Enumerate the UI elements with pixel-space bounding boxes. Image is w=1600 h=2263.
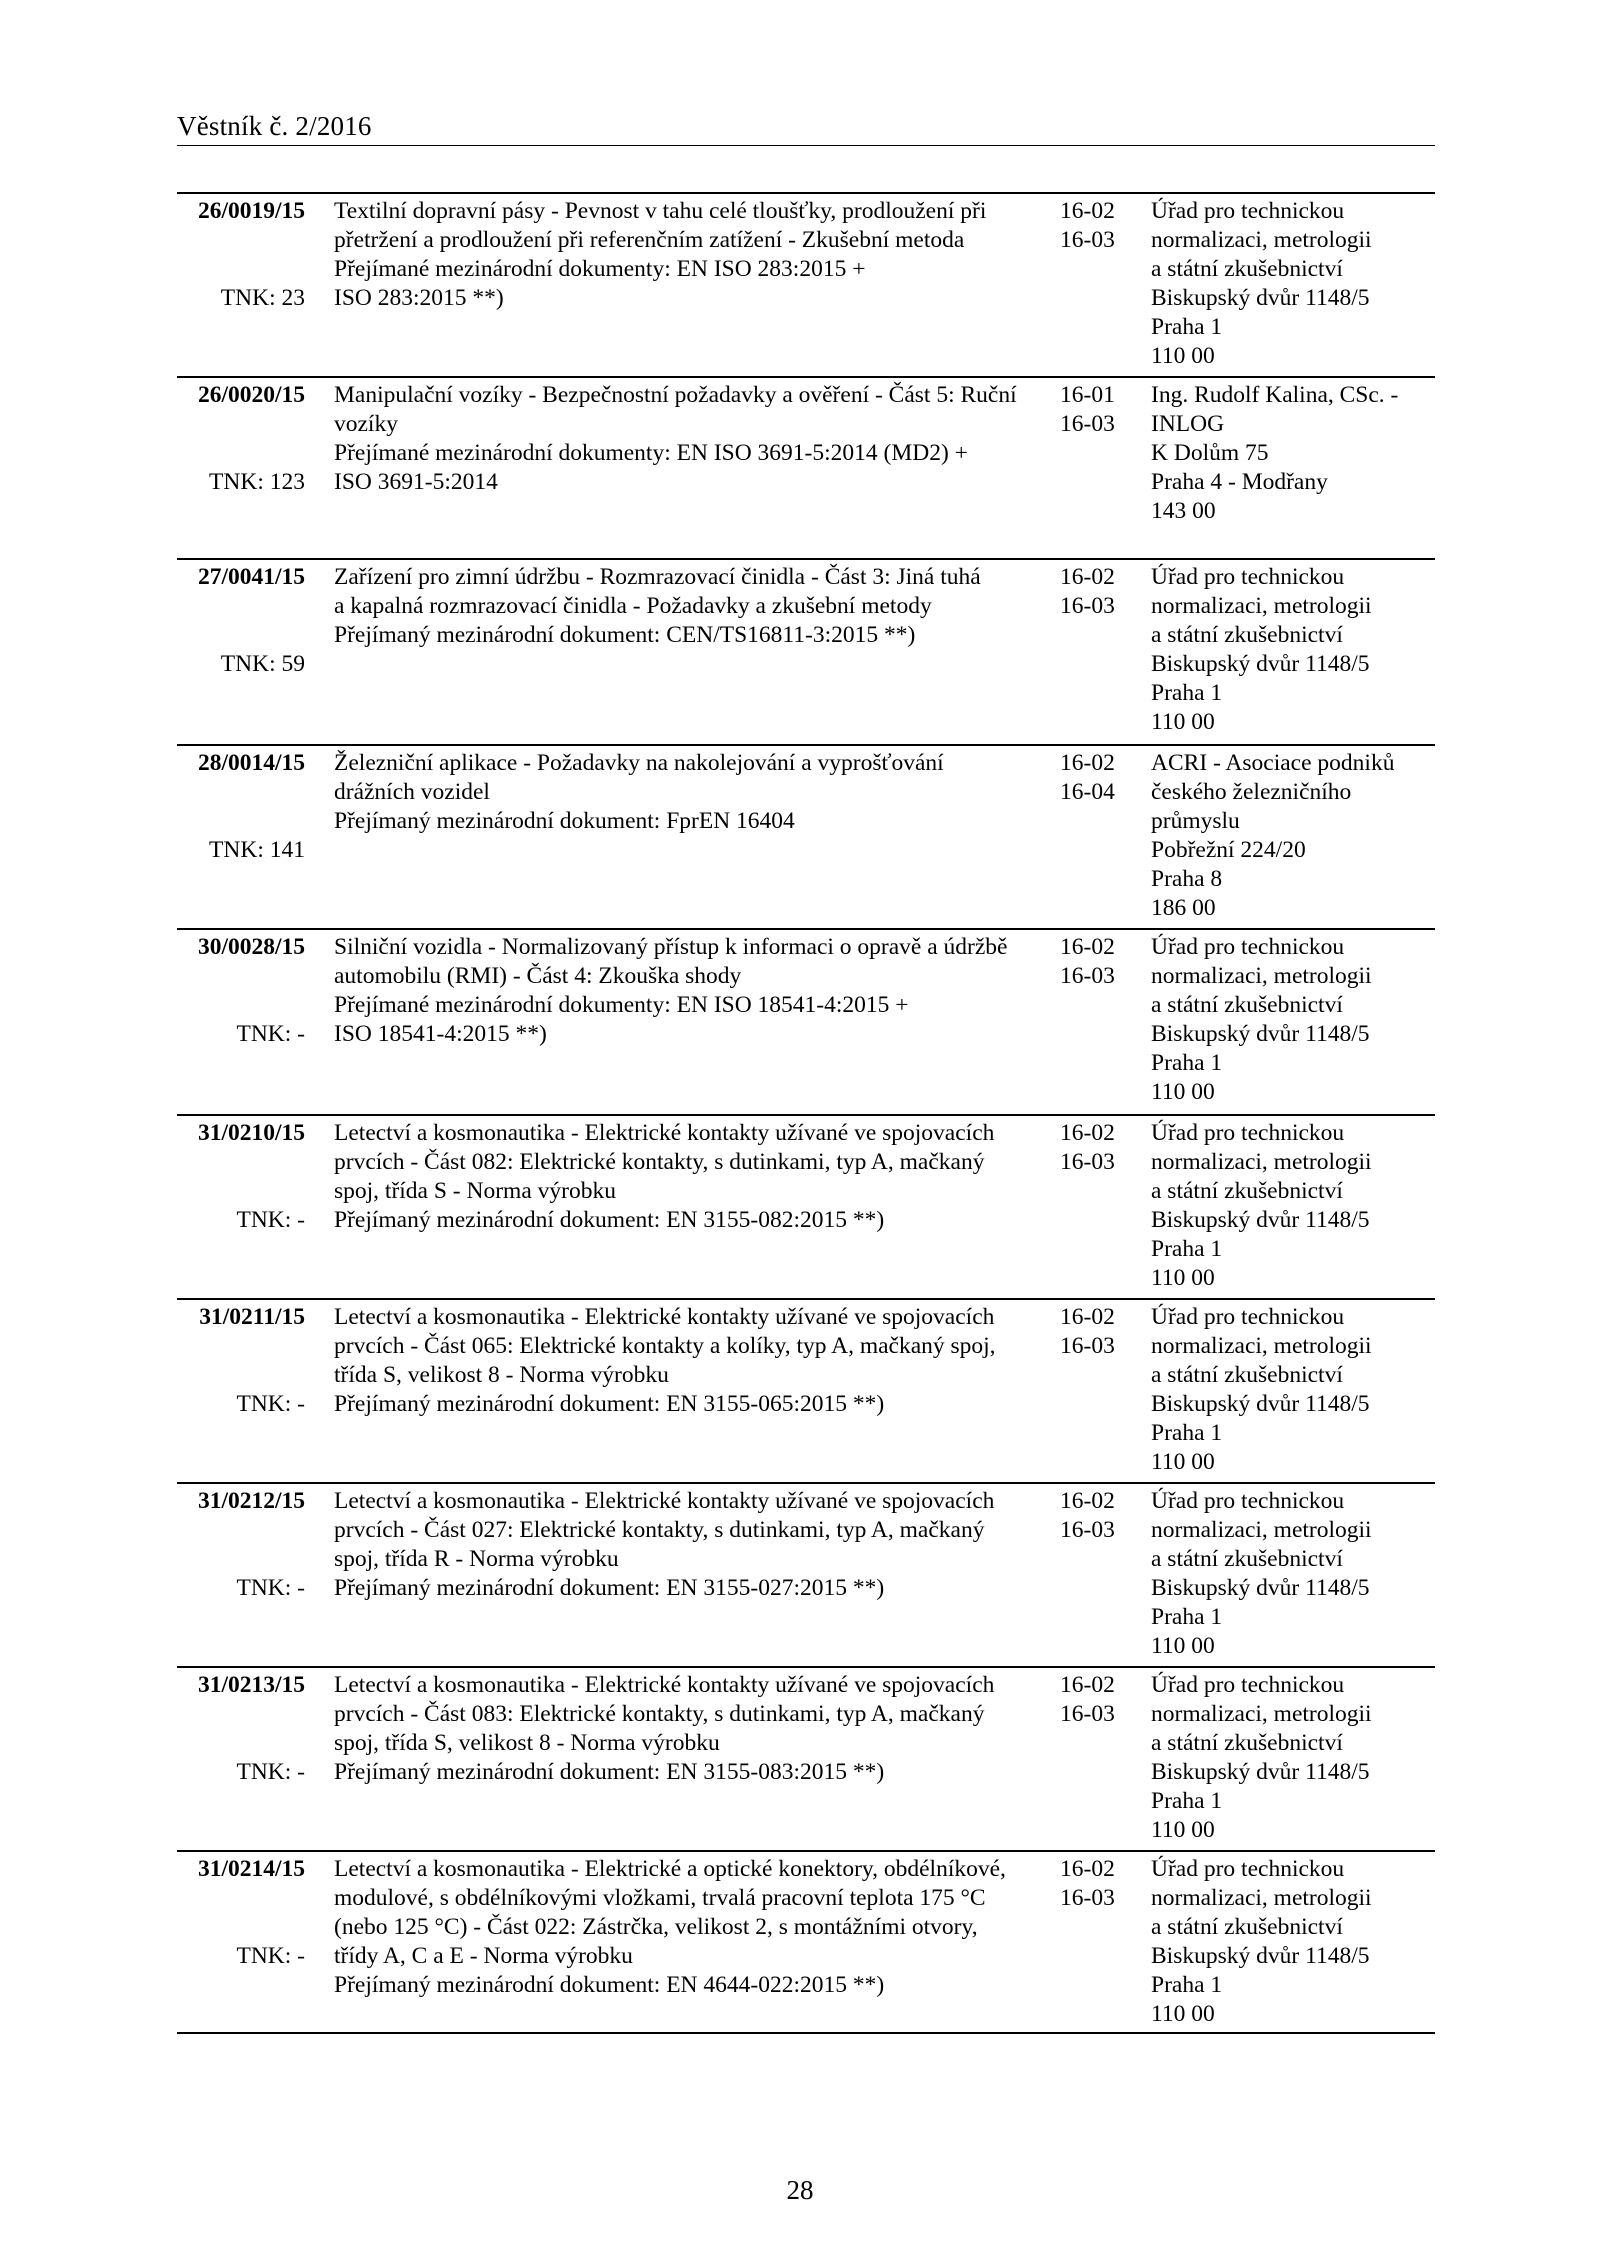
entry-organization-line: Praha 1 [1151, 1972, 1223, 1998]
entry-organization-line: normalizaci, metrologii [1151, 227, 1372, 253]
entry-title-line: spoj, třída S - Norma výrobku [334, 1178, 616, 1204]
entry-dates [1060, 563, 1140, 621]
entry-organization-line: Praha 1 [1151, 314, 1223, 340]
entry-organization [1151, 197, 1441, 371]
entry-dates-line: 16-03 [1060, 963, 1115, 989]
entry-dates-line: 16-03 [1060, 1885, 1115, 1911]
page-number: 28 [786, 2175, 814, 2205]
entry-organization [1151, 749, 1441, 923]
entry-organization-line: 110 00 [1151, 1265, 1215, 1291]
entry-organization-line: Biskupský dvůr 1148/5 [1151, 651, 1370, 677]
table-row [177, 1852, 1435, 2034]
entry-title-line: Letectví a kosmonautika - Elektrické a optické konektory, obdélníkové, [334, 1856, 1006, 1882]
entry-title-line: Přejímaný mezinárodní dokument: CEN/TS16811-3:2015 **) [334, 622, 916, 648]
entry-title-line: Přejímaný mezinárodní dokument: EN 4644-022:2015 **) [334, 1972, 885, 1998]
entry-title-line: Přejímaný mezinárodní dokument: FprEN 16404 [334, 808, 795, 834]
entry-organization-line: normalizaci, metrologii [1151, 963, 1372, 989]
entry-organization-line: Praha 8 [1151, 866, 1223, 892]
entry-dates-line: 16-01 [1060, 382, 1115, 408]
entry-dates [1060, 1487, 1140, 1545]
entry-title-line: Přejímané mezinárodní dokumenty: EN ISO 18541-4:2015 + [334, 992, 909, 1018]
entry-dates-line: 16-02 [1060, 1488, 1115, 1514]
entry-organization-line: 110 00 [1151, 1079, 1215, 1105]
entry-title-line: automobilu (RMI) - Část 4: Zkouška shody [334, 963, 742, 989]
entry-organization-line: 186 00 [1151, 895, 1216, 921]
entry-title [334, 197, 1044, 313]
entry-title-line: třída S, velikost 8 - Norma výrobku [334, 1362, 669, 1388]
entry-title-line: Letectví a kosmonautika - Elektrické kontakty užívané ve spojovacích [334, 1488, 995, 1514]
entry-organization-line: 110 00 [1151, 709, 1215, 735]
entry-organization-line: a státní zkušebnictví [1151, 622, 1343, 648]
table-row [177, 1116, 1435, 1300]
entry-organization-line: normalizaci, metrologii [1151, 1701, 1372, 1727]
entry-code: 26/0020/15 [197, 382, 305, 408]
entry-tnk: TNK: 141 [209, 837, 305, 863]
entry-title-line: ISO 3691-5:2014 [334, 469, 498, 495]
table-row [177, 194, 1435, 378]
entry-tnk: TNK: - [236, 1021, 305, 1047]
entry-dates-line: 16-02 [1060, 1856, 1115, 1882]
entry-organization-line: a státní zkušebnictví [1151, 992, 1343, 1018]
entry-dates-line: 16-03 [1060, 1149, 1115, 1175]
entry-organization-line: normalizaci, metrologii [1151, 1885, 1372, 1911]
entry-organization-line: Úřad pro technickou [1151, 934, 1345, 960]
entry-organization-line: Praha 1 [1151, 1788, 1223, 1814]
entry-organization-line: Úřad pro technickou [1151, 1120, 1345, 1146]
table-row [177, 1484, 1435, 1668]
entry-title-line: Přejímané mezinárodní dokumenty: EN ISO 3691-5:2014 (MD2) + [334, 440, 968, 466]
entry-title-line: Silniční vozidla - Normalizovaný přístup k informaci o opravě a údržbě [334, 934, 1008, 960]
entry-organization-line: 143 00 [1151, 498, 1216, 524]
entry-organization [1151, 933, 1441, 1107]
entry-organization-line: Praha 4 - Modřany [1151, 469, 1328, 495]
entry-organization [1151, 1303, 1441, 1477]
entry-organization [1151, 1487, 1441, 1661]
entry-dates-line: 16-02 [1060, 1304, 1115, 1330]
entry-organization-line: a státní zkušebnictví [1151, 1362, 1343, 1388]
entry-tnk: TNK: - [236, 1943, 305, 1969]
entry-dates [1060, 1855, 1140, 1913]
page-header-title: Věstník č. 2/2016 [177, 111, 372, 141]
entry-organization-line: Úřad pro technickou [1151, 1856, 1345, 1882]
entry-title-line: Přejímaný mezinárodní dokument: EN 3155-082:2015 **) [334, 1207, 885, 1233]
entry-organization-line: a státní zkušebnictví [1151, 1178, 1343, 1204]
entry-title-line: Manipulační vozíky - Bezpečnostní požadavky a ověření - Část 5: Ruční [334, 382, 1017, 408]
entry-title-line: vozíky [334, 411, 398, 437]
entry-dates-line: 16-02 [1060, 198, 1115, 224]
entry-tnk: TNK: 123 [209, 469, 305, 495]
entry-organization-line: Úřad pro technickou [1151, 564, 1345, 590]
entry-organization-line: Biskupský dvůr 1148/5 [1151, 1391, 1370, 1417]
entry-dates-line: 16-03 [1060, 227, 1115, 253]
entry-dates [1060, 1119, 1140, 1177]
entry-dates [1060, 381, 1140, 439]
entry-title-line: prvcích - Část 083: Elektrické kontakty, s dutinkami, typ A, mačkaný [334, 1701, 985, 1727]
entry-organization-line: Biskupský dvůr 1148/5 [1151, 285, 1370, 311]
table-row [177, 1668, 1435, 1852]
entry-title-line: prvcích - Část 065: Elektrické kontakty a kolíky, typ A, mačkaný spoj, [334, 1333, 996, 1359]
entry-code: 31/0214/15 [197, 1856, 305, 1882]
entry-organization-line: Praha 1 [1151, 1236, 1223, 1262]
entry-organization-line: normalizaci, metrologii [1151, 1517, 1372, 1543]
entry-dates-line: 16-03 [1060, 593, 1115, 619]
entry-title [334, 563, 1044, 650]
entry-title-line: Přejímané mezinárodní dokumenty: EN ISO 283:2015 + [334, 256, 866, 282]
entry-organization-line: normalizaci, metrologii [1151, 1149, 1372, 1175]
entry-organization [1151, 563, 1441, 737]
entry-organization-line: Biskupský dvůr 1148/5 [1151, 1943, 1370, 1969]
entry-tnk: TNK: 23 [220, 285, 305, 311]
entry-organization-line: 110 00 [1151, 2001, 1215, 2027]
entry-organization-line: Biskupský dvůr 1148/5 [1151, 1021, 1370, 1047]
entry-organization-line: Ing. Rudolf Kalina, CSc. - [1151, 382, 1399, 408]
entry-organization-line: Úřad pro technickou [1151, 1304, 1345, 1330]
entry-code: 31/0210/15 [197, 1120, 305, 1146]
entry-title-line: Přejímaný mezinárodní dokument: EN 3155-065:2015 **) [334, 1391, 885, 1417]
entry-organization-line: českého železničního [1151, 779, 1352, 805]
entry-title [334, 1119, 1044, 1235]
table-row [177, 378, 1435, 560]
entry-dates-line: 16-02 [1060, 1672, 1115, 1698]
entry-organization-line: K Dolům 75 [1151, 440, 1269, 466]
entry-title-line: Železniční aplikace - Požadavky na nakolejování a vyprošťování [334, 750, 944, 776]
entry-organization-line: INLOG [1151, 411, 1225, 437]
entry-dates-line: 16-02 [1060, 750, 1115, 776]
entry-code: 28/0014/15 [197, 750, 305, 776]
entry-organization-line: a státní zkušebnictví [1151, 1546, 1343, 1572]
entry-organization-line: a státní zkušebnictví [1151, 1730, 1343, 1756]
entry-code: 27/0041/15 [197, 564, 305, 590]
entry-dates-line: 16-03 [1060, 411, 1115, 437]
entry-organization-line: a státní zkušebnictví [1151, 256, 1343, 282]
table-row [177, 746, 1435, 930]
entry-title-line: modulové, s obdélníkovými vložkami, trvalá pracovní teplota 175 °C [334, 1885, 986, 1911]
entry-organization-line: normalizaci, metrologii [1151, 593, 1372, 619]
entry-dates [1060, 197, 1140, 255]
entry-title-line: třídy A, C a E - Norma výrobku [334, 1943, 633, 1969]
entry-title-line: prvcích - Část 027: Elektrické kontakty, s dutinkami, typ A, mačkaný [334, 1517, 985, 1543]
entry-organization-line: 110 00 [1151, 1817, 1215, 1843]
entry-organization-line: Praha 1 [1151, 1604, 1223, 1630]
entry-title [334, 1671, 1044, 1787]
standards-table [177, 192, 1435, 2034]
entry-organization-line: a státní zkušebnictví [1151, 1914, 1343, 1940]
entry-dates-line: 16-02 [1060, 934, 1115, 960]
entry-organization-line: Biskupský dvůr 1148/5 [1151, 1207, 1370, 1233]
entry-organization [1151, 1855, 1441, 2029]
entry-organization-line: normalizaci, metrologii [1151, 1333, 1372, 1359]
entry-organization-line: Biskupský dvůr 1148/5 [1151, 1759, 1370, 1785]
entry-dates [1060, 1303, 1140, 1361]
entry-organization-line: Praha 1 [1151, 1050, 1223, 1076]
entry-code: 30/0028/15 [197, 934, 305, 960]
entry-tnk: TNK: - [236, 1207, 305, 1233]
entry-organization [1151, 381, 1441, 526]
entry-organization-line: Praha 1 [1151, 1420, 1223, 1446]
entry-organization-line: Úřad pro technickou [1151, 1672, 1345, 1698]
entry-dates [1060, 749, 1140, 807]
entry-title-line: Textilní dopravní pásy - Pevnost v tahu celé tloušťky, prodloužení při [334, 198, 987, 224]
entry-title [334, 381, 1044, 497]
entry-organization-line: Úřad pro technickou [1151, 1488, 1345, 1514]
entry-dates-line: 16-03 [1060, 1701, 1115, 1727]
table-row [177, 930, 1435, 1116]
entry-title-line: prvcích - Část 082: Elektrické kontakty, s dutinkami, typ A, mačkaný [334, 1149, 985, 1175]
entry-organization-line: 110 00 [1151, 343, 1215, 369]
entry-title [334, 1855, 1044, 2000]
entry-code: 31/0212/15 [197, 1488, 305, 1514]
entry-organization-line: ACRI - Asociace podniků [1151, 750, 1395, 776]
entry-title-line: a kapalná rozmrazovací činidla - Požadavky a zkušební metody [334, 593, 932, 619]
entry-code: 26/0019/15 [197, 198, 305, 224]
entry-dates-line: 16-04 [1060, 779, 1115, 805]
entry-dates-line: 16-03 [1060, 1333, 1115, 1359]
entry-organization [1151, 1119, 1441, 1293]
entry-organization-line: 110 00 [1151, 1633, 1215, 1659]
entry-title-line: Zařízení pro zimní údržbu - Rozmrazovací činidla - Část 3: Jiná tuhá [334, 564, 981, 590]
entry-code: 31/0213/15 [197, 1672, 305, 1698]
entry-title [334, 1303, 1044, 1419]
entry-dates-line: 16-02 [1060, 564, 1115, 590]
entry-title [334, 749, 1044, 836]
entry-organization-line: průmyslu [1151, 808, 1240, 834]
table-row [177, 1300, 1435, 1484]
entry-title-line: ISO 18541-4:2015 **) [334, 1021, 547, 1047]
entry-dates-line: 16-03 [1060, 1517, 1115, 1543]
entry-organization-line: Biskupský dvůr 1148/5 [1151, 1575, 1370, 1601]
entry-organization-line: Úřad pro technickou [1151, 198, 1345, 224]
entry-organization-line: Pobřežní 224/20 [1151, 837, 1306, 863]
entry-dates [1060, 933, 1140, 991]
entry-title-line: Přejímaný mezinárodní dokument: EN 3155-083:2015 **) [334, 1759, 885, 1785]
entry-dates-line: 16-02 [1060, 1120, 1115, 1146]
entry-title [334, 1487, 1044, 1603]
entry-title-line: Letectví a kosmonautika - Elektrické kontakty užívané ve spojovacích [334, 1672, 995, 1698]
entry-organization-line: 110 00 [1151, 1449, 1215, 1475]
entry-title-line: drážních vozidel [334, 779, 490, 805]
entry-tnk: TNK: - [236, 1575, 305, 1601]
entry-tnk: TNK: - [236, 1391, 305, 1417]
entry-title-line: Letectví a kosmonautika - Elektrické kontakty užívané ve spojovacích [334, 1304, 995, 1330]
entry-title-line: spoj, třída R - Norma výrobku [334, 1546, 619, 1572]
entry-organization [1151, 1671, 1441, 1845]
entry-tnk: TNK: - [236, 1759, 305, 1785]
entry-title-line: (nebo 125 °C) - Část 022: Zástrčka, velikost 2, s montážními otvory, [334, 1914, 978, 1940]
entry-title-line: ISO 283:2015 **) [334, 285, 504, 311]
entry-title-line: Letectví a kosmonautika - Elektrické kontakty užívané ve spojovacích [334, 1120, 995, 1146]
entry-tnk: TNK: 59 [220, 651, 305, 677]
header-rule [177, 145, 1435, 146]
entry-title [334, 933, 1044, 1049]
entry-code: 31/0211/15 [199, 1304, 305, 1330]
entry-dates [1060, 1671, 1140, 1729]
entry-title-line: Přejímaný mezinárodní dokument: EN 3155-027:2015 **) [334, 1575, 885, 1601]
table-row [177, 560, 1435, 746]
entry-organization-line: Praha 1 [1151, 680, 1223, 706]
entry-title-line: spoj, třída S, velikost 8 - Norma výrobku [334, 1730, 720, 1756]
entry-title-line: přetržení a prodloužení při referenčním zatížení - Zkušební metoda [334, 227, 965, 253]
